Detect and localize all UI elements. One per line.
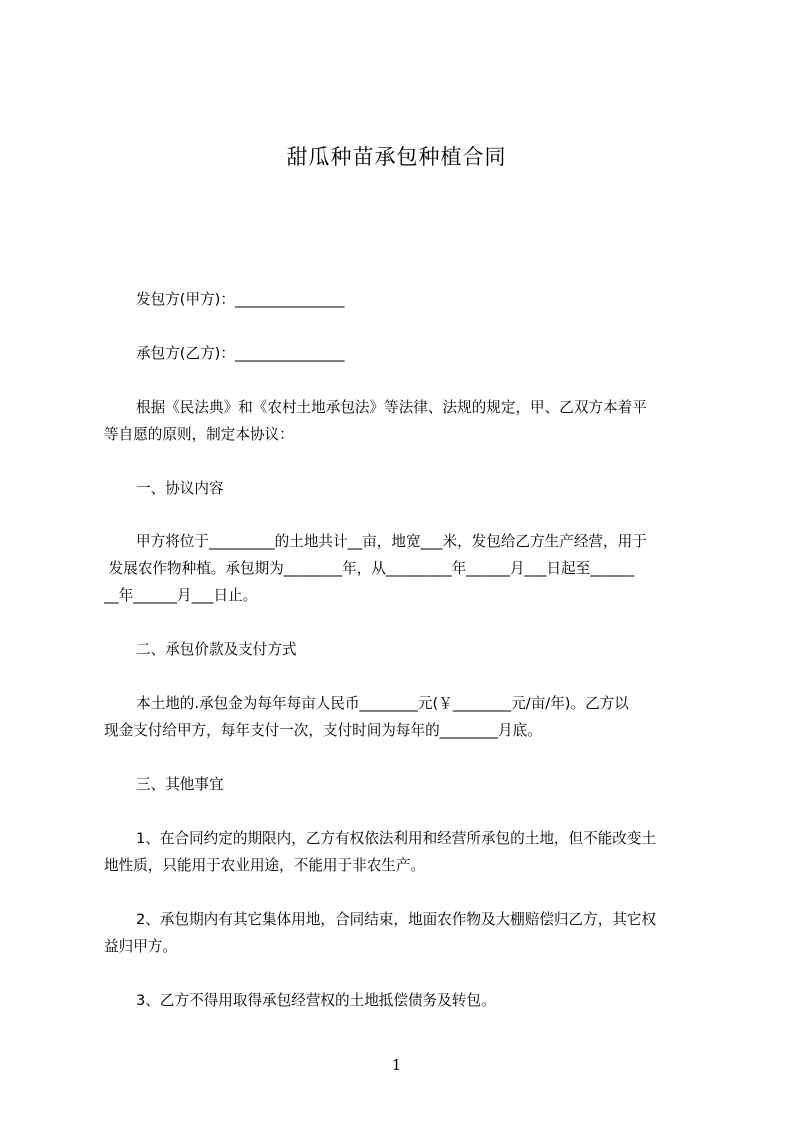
section-2-heading: 二、承包价款及支付方式 [136,641,297,658]
party-b-line: 承包方(乙方)：_______________ [136,345,345,362]
section-2-line-1: 本土地的.承包金为每年每亩人民币________元(￥________元/亩/年)。乙方以 [136,695,629,712]
section-1-heading: 一、协议内容 [136,480,224,497]
section-1-line-3: __年______月___日止。 [104,587,258,604]
section-2-line-2: 现金支付给甲方，每年支付一次，支付时间为每年的________月底。 [104,722,542,739]
item-1-line-1: 1、在合同约定的期限内，乙方有权依法利用和经营所承包的土地，但不能改变土 [136,830,657,847]
document-title: 甜瓜种苗承包种植合同 [286,145,507,169]
intro-line-2: 等自愿的原则，制定本协议： [104,426,294,443]
intro-line-1: 根据《民法典》和《农村土地承包法》等法律、法规的规定，甲、乙双方本着平 [136,399,647,416]
party-a-line: 发包方(甲方)：_______________ [136,291,345,308]
section-1-line-2: 发展农作物种植。承包期为________年，从_________年______月___日起至______ [104,560,635,577]
item-2-line-1: 2、承包期内有其它集体用地，合同结束，地面农作物及大棚赔偿归乙方，其它权 [136,911,657,928]
section-3-heading: 三、其他事宜 [136,776,224,793]
page-number: 1 [391,1056,402,1074]
item-2-line-2: 益归甲方。 [104,938,177,955]
item-3-line-1: 3、乙方不得用取得承包经营权的土地抵偿债务及转包。 [136,992,496,1009]
item-1-line-2: 地性质，只能用于农业用途，不能用于非农生产。 [104,857,426,874]
section-1-line-1: 甲方将位于_________的土地共计__亩，地宽___米，发包给乙方生产经营，用于 [136,533,647,550]
